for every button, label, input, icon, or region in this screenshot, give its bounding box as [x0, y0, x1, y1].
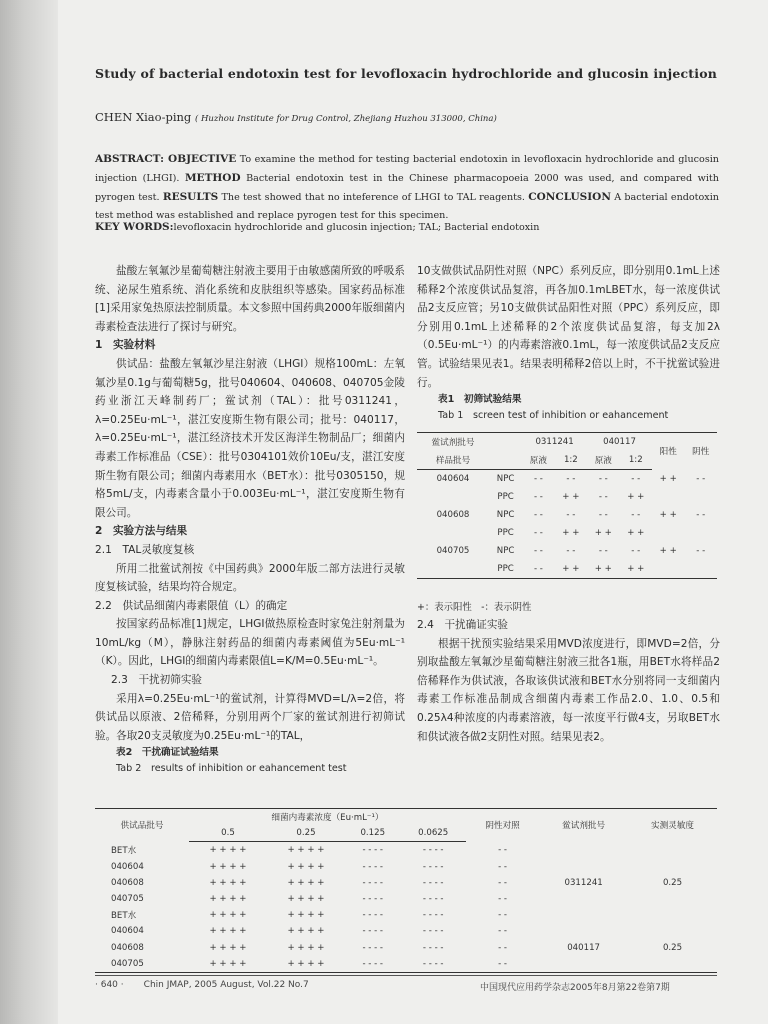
abstract-conclusion-label: CONCLUSION	[528, 191, 611, 203]
t1-cell-a: - -	[533, 492, 543, 502]
t1-cell-type: PPC	[489, 560, 522, 579]
t1-cell-lot: 040705	[436, 546, 470, 556]
t1-cell-c: - -	[598, 492, 608, 502]
t2-cell-lot: 040604	[111, 861, 144, 872]
t1-cell-a: - -	[522, 560, 555, 579]
t2-row	[95, 875, 717, 891]
t1-cell-b: + +	[555, 560, 587, 579]
t2-row	[95, 891, 717, 907]
t1-header-dilution-1: 1:2	[555, 451, 587, 470]
t2-cell-lot: 040604	[111, 926, 144, 937]
t2-cell-c3: - - - -	[362, 877, 384, 888]
table-1	[417, 432, 717, 579]
t1-row	[417, 506, 717, 524]
t1-cell-neg: - -	[696, 473, 706, 484]
t1-cell-pos	[652, 524, 685, 542]
t1-cell-lot	[417, 524, 489, 542]
t1-cell-pos	[652, 488, 685, 506]
t2-cell-lot: BET水	[111, 911, 137, 922]
table-2-caption-cn: 表2 干扰确证试验结果	[116, 747, 219, 759]
abstract-objective-label: ABSTRACT: OBJECTIVE	[95, 153, 237, 165]
section-2-1-heading: 2.1 TAL灵敏度复核	[95, 543, 195, 556]
table-2-caption-en: Tab 2 results of inhibition or eahancement test	[116, 763, 347, 775]
t1-row	[417, 524, 717, 542]
t1-cell-neg	[684, 488, 717, 506]
t1-cell-b: - -	[566, 474, 576, 484]
t2-cell-sens	[628, 923, 717, 939]
t1-cell-neg: - -	[696, 546, 706, 556]
section-1-heading: 1 实验材料	[95, 339, 156, 352]
t1-row	[417, 542, 717, 560]
t2-cell-c3: - - - -	[345, 956, 401, 973]
english-title: Study of bacterial endotoxin test for levofloxacin hydrochloride and glucosin injection	[95, 66, 718, 81]
t2-cell-sens: 0.25	[662, 942, 683, 953]
t1-cell-c: + +	[587, 560, 620, 579]
t1-cell-type: PPC	[497, 492, 514, 502]
t2-cell-c3: - - - -	[362, 861, 384, 872]
t1-cell-lot	[417, 488, 489, 506]
t2-row	[95, 842, 717, 859]
t2-cell-neg: - -	[498, 877, 508, 888]
t1-cell-neg: - -	[696, 510, 706, 520]
t1-cell-lot: 040608	[436, 510, 470, 520]
t1-cell-type: NPC	[496, 546, 515, 556]
t1-cell-type: NPC	[496, 510, 515, 520]
t2-cell-c1: + + + +	[209, 910, 247, 921]
abstract-method: Bacterial endotoxin test in the Chinese pharmacopoeia 2000 was used, and compared with pyrogen test.	[95, 173, 719, 203]
t1-cell-pos: + +	[659, 546, 677, 556]
t2-row	[95, 907, 717, 923]
t1-cell-c: - -	[598, 510, 608, 520]
t2-cell-tal	[539, 859, 628, 875]
t2-cell-c2: + + + +	[287, 926, 325, 937]
journal-chinese: 中国现代应用药学杂志2005年8月第22卷第7期	[480, 983, 670, 993]
t2-cell-c3: - - - -	[362, 926, 384, 937]
t1-cell-b: - -	[566, 510, 576, 520]
t2-cell-c2: + + + +	[287, 877, 325, 888]
intro-paragraph: 盐酸左氧氟沙星葡萄糖注射液主要用于由敏感菌所致的呼吸系统、泌尿生殖系统、消化系统和皮肤组织等感染。国家药品标准[1]采用家兔热原法控制质量。本文参照中国药典2000年版细菌内毒素检查法进行了探讨与研究。	[95, 265, 405, 333]
t1-row	[417, 488, 717, 506]
t1-cell-lot: 040604	[436, 474, 470, 484]
t2-cell-c1: + + + +	[209, 942, 247, 953]
t1-row	[417, 470, 717, 489]
section-2-3-heading: 2.3 干扰初筛实验	[111, 674, 203, 687]
t1-header-lot2: 040117	[587, 433, 652, 452]
t2-header-c3: 0.125	[345, 825, 401, 842]
t2-cell-c4: - - - -	[422, 861, 444, 872]
page-gutter-shadow	[0, 0, 58, 1024]
t2-cell-c2: + + + +	[287, 845, 325, 856]
keywords-label: KEY WORDS:	[95, 221, 174, 233]
abstract-results: The test showed that no inteference of LHGI to TAL reagents.	[221, 192, 525, 203]
t2-cell-tal	[539, 891, 628, 907]
t2-cell-neg: - -	[498, 910, 508, 921]
t2-cell-c2: + + + +	[287, 942, 325, 953]
t1-cell-d: + +	[620, 560, 652, 579]
t2-row	[95, 923, 717, 939]
t2-cell-c3: - - - -	[362, 910, 384, 921]
t1-cell-pos	[652, 560, 685, 579]
t1-cell-a: - -	[533, 546, 543, 556]
footer-rule	[95, 975, 717, 976]
author-affiliation: ( Huzhou Institute for Drug Control, Zhejiang Huzhou 313000, China)	[194, 114, 497, 124]
table-1-caption-cn: 表1 初筛试验结果	[438, 394, 522, 406]
t2-cell-neg: - -	[498, 942, 508, 953]
t1-cell-c: + +	[594, 528, 612, 538]
t1-header-tal-lot: 鲎试剂批号	[417, 433, 489, 452]
t2-cell-lot: BET水	[111, 846, 137, 857]
t2-cell-sens	[628, 956, 717, 973]
section-2-heading: 2 实验方法与结果	[95, 525, 188, 538]
t2-row	[95, 940, 717, 956]
t2-cell-neg: - -	[498, 926, 508, 937]
t2-cell-sens	[628, 859, 717, 875]
continued-paragraph: 10支做供试品阴性对照（NPC）系列反应，即分别用0.1mL上述稀释2个浓度供试品复溶，再各加0.1mLBET水，每一浓度供试品2支反应管；另10支做供试品阳性对照（PPC）系列反应，即分别用0.1mL上述稀释的2个浓度供试品复溶，每支加2λ（0.5Eu·mL⁻¹）的内毒素溶液0.1mL，每一浓度供试品2支反应管。试验结果见表1。结果表明稀释2倍以上时，不干扰鲎试验进行。	[417, 265, 720, 389]
t2-cell-c2: + + + +	[267, 956, 345, 973]
t1-header-stock-1: 原液	[522, 451, 555, 470]
t1-cell-b: + +	[562, 492, 580, 502]
t1-cell-lot	[417, 560, 489, 579]
journal-english: Chin JMAP, 2005 August, Vol.22 No.7	[143, 980, 309, 990]
author-line	[95, 110, 695, 124]
t2-cell-c4: - - - -	[422, 910, 444, 921]
t2-cell-tal	[539, 842, 628, 859]
t2-cell-neg: - -	[498, 894, 508, 905]
footer-left	[95, 980, 309, 990]
t2-cell-sens	[628, 907, 717, 923]
t2-cell-c2: + + + +	[287, 910, 325, 921]
t2-cell-c3: - - - -	[362, 845, 384, 856]
t1-cell-pos: + +	[659, 510, 677, 520]
t2-cell-c1: + + + +	[189, 956, 267, 973]
table-1-caption-en: Tab 1 screen test of inhibition or eahancement	[438, 410, 669, 422]
t2-row	[95, 956, 717, 973]
t1-cell-a: - -	[533, 510, 543, 520]
t1-cell-d: + +	[627, 492, 645, 502]
abstract-method-label: METHOD	[184, 172, 241, 184]
t2-cell-sens: 0.25	[662, 877, 683, 888]
table-2	[95, 808, 717, 973]
keywords	[95, 218, 719, 237]
t2-cell-c3: - - - -	[362, 942, 384, 953]
abstract-results-label: RESULTS	[162, 191, 219, 203]
section-2-3-text: 采用λ=0.25Eu·mL⁻¹的鲎试剂，计算得MVD=L/λ=2倍，将供试品以原液、2倍稀释，分别用两个厂家的鲎试剂进行初筛试验。各取20支灵敏度为0.25Eu·mL⁻¹的TAL，	[95, 692, 405, 742]
author-name: CHEN Xiao-ping	[95, 110, 192, 124]
english-abstract	[95, 150, 719, 225]
t1-header-stock-2: 原液	[587, 451, 620, 470]
t1-cell-c: - -	[598, 474, 608, 484]
t1-cell-b: + +	[562, 528, 580, 538]
t2-cell-c1: + + + +	[209, 861, 247, 872]
section-2-4-heading: 2.4 干扰确证实验	[417, 619, 509, 631]
t1-header-dilution-2: 1:2	[620, 451, 652, 470]
t1-cell-c: - -	[598, 546, 608, 556]
t2-cell-c4: - - - -	[401, 956, 466, 973]
t1-cell-neg	[684, 560, 717, 579]
left-column	[95, 262, 405, 777]
t1-cell-a: - -	[533, 474, 543, 484]
t1-cell-pos: + +	[659, 473, 677, 484]
t2-cell-neg: - -	[466, 956, 539, 973]
t2-row	[95, 859, 717, 875]
section-2-2-heading: 2.2 供试品细菌内毒素限值（L）的确定	[95, 599, 288, 612]
t2-header-c4: 0.0625	[401, 825, 466, 842]
t2-cell-c4: - - - -	[422, 942, 444, 953]
t1-cell-d: - -	[631, 510, 641, 520]
section-2-2-text: 按国家药品标准[1]规定，LHGI做热原检查时家兔注射剂量为10mL/kg（M），静脉注射药品的细菌内毒素阈值为5Eu·mL⁻¹（K）。因此，LHGI的细菌内毒素限值L=K/M=0.5Eu·mL⁻¹。	[95, 618, 405, 668]
t1-cell-d: - -	[631, 474, 641, 484]
t2-cell-c4: - - - -	[422, 845, 444, 856]
t2-cell-c1: + + + +	[209, 845, 247, 856]
right-column	[417, 262, 720, 424]
t2-cell-tal: 0311241	[564, 877, 603, 888]
section-2-1-text: 所用二批鲎试剂按《中国药典》2000年版二部方法进行灵敏度复核试验，结果均符合规定。	[95, 562, 405, 594]
t2-cell-tal	[539, 956, 628, 973]
t1-cell-neg	[684, 524, 717, 542]
t2-cell-tal	[539, 907, 628, 923]
right-column-lower	[417, 616, 720, 746]
t1-cell-b: - -	[566, 546, 576, 556]
t1-header-positive: 阳性	[652, 433, 685, 470]
t2-cell-c1: + + + +	[209, 877, 247, 888]
t1-header-lot1: 0311241	[522, 433, 587, 452]
t2-header-tal-lot: 鲎试剂批号	[539, 809, 628, 842]
t1-cell-d: - -	[631, 546, 641, 556]
t1-cell-a: - -	[533, 528, 543, 538]
page-number: · 640 ·	[95, 980, 124, 990]
t2-cell-sens	[628, 842, 717, 859]
t2-cell-c1: + + + +	[209, 894, 247, 905]
t2-header-c1: 0.5	[189, 825, 267, 842]
abstract-conclusion: A bacterial endotoxin test method was established and replace pyrogen test for this specimen.	[95, 192, 719, 221]
t2-header-sensitivity: 实测灵敏度	[628, 809, 717, 842]
t2-cell-c3: - - - -	[362, 894, 384, 905]
t1-header-negative: 阴性	[684, 433, 717, 470]
t2-cell-tal: 040117	[567, 942, 601, 953]
t2-cell-c2: + + + +	[287, 894, 325, 905]
t2-cell-c1: + + + +	[209, 926, 247, 937]
t1-cell-type: NPC	[496, 474, 515, 484]
t2-cell-lot: 040705	[95, 956, 189, 973]
t2-cell-c4: - - - -	[422, 894, 444, 905]
t2-cell-c4: - - - -	[422, 877, 444, 888]
t2-cell-neg: - -	[498, 861, 508, 872]
t2-header-concentration: 细菌内毒素浓度（Eu·mL⁻¹）	[189, 809, 466, 826]
t2-cell-sens	[628, 891, 717, 907]
t2-header-negative: 阴性对照	[466, 809, 539, 842]
t1-header-sample: 样品批号	[417, 451, 489, 470]
t2-cell-c2: + + + +	[287, 861, 325, 872]
abstract-objective: To examine the method for testing bacterial endotoxin in levofloxacin hydrochloride and glucosin injection (LHGI).	[95, 154, 719, 184]
table-1-note: +：表示阳性 -：表示阴性	[417, 602, 532, 613]
t1-cell-type: PPC	[497, 528, 514, 538]
t1-row	[417, 560, 717, 579]
t2-header-c2: 0.25	[267, 825, 345, 842]
keywords-text: levofloxacin hydrochloride and glucosin injection; TAL; Bacterial endotoxin	[173, 222, 540, 233]
t2-cell-tal	[539, 923, 628, 939]
t1-cell-d: + +	[627, 528, 645, 538]
t2-cell-lot: 040608	[111, 877, 144, 888]
t2-cell-c4: - - - -	[422, 926, 444, 937]
t2-cell-lot: 040705	[111, 894, 144, 905]
t2-cell-lot: 040608	[111, 942, 144, 953]
section-2-4-text: 根据干扰预实验结果采用MVD浓度进行，即MVD=2倍，分别取盐酸左氧氟沙星葡萄糖注射液三批各1瓶，用BET水将样品2倍稀释作为供试液，各取该供试液和BET水分别将同一支细菌内毒素工作标准品制成含细菌内毒素工作品2.0、1.0、0.5和0.25λ4种浓度的内毒素溶液，每一浓度平行做4支，另取BET水和供试液各做2支阴性对照。结果见表2。	[417, 637, 720, 743]
materials-paragraph: 供试品：盐酸左氧氟沙星注射液（LHGI）规格100mL：左氧氟沙星0.1g与葡萄糖5g，批号040604、040608、040705金陵药业浙江天峰制药厂；鲎试剂（TAL）：批号0311241，λ=0.25Eu·mL⁻¹，湛江安度斯生物有限公司；批号：040117，λ=0.25Eu·mL⁻¹，湛江经济技术开发区海洋生物制品厂；细菌内毒素工作标准品（CSE）：批号0304101效价10Eu/支，湛江安度斯生物有限公司；细菌内毒素用水（BET水）：批号0305150，规格5mL/支，内毒素含量小于0.003Eu·mL⁻¹，湛江安度斯生物有限公司。	[95, 357, 405, 519]
t2-cell-neg: - -	[498, 845, 508, 856]
t2-header-sample: 供试品批号	[95, 809, 189, 842]
